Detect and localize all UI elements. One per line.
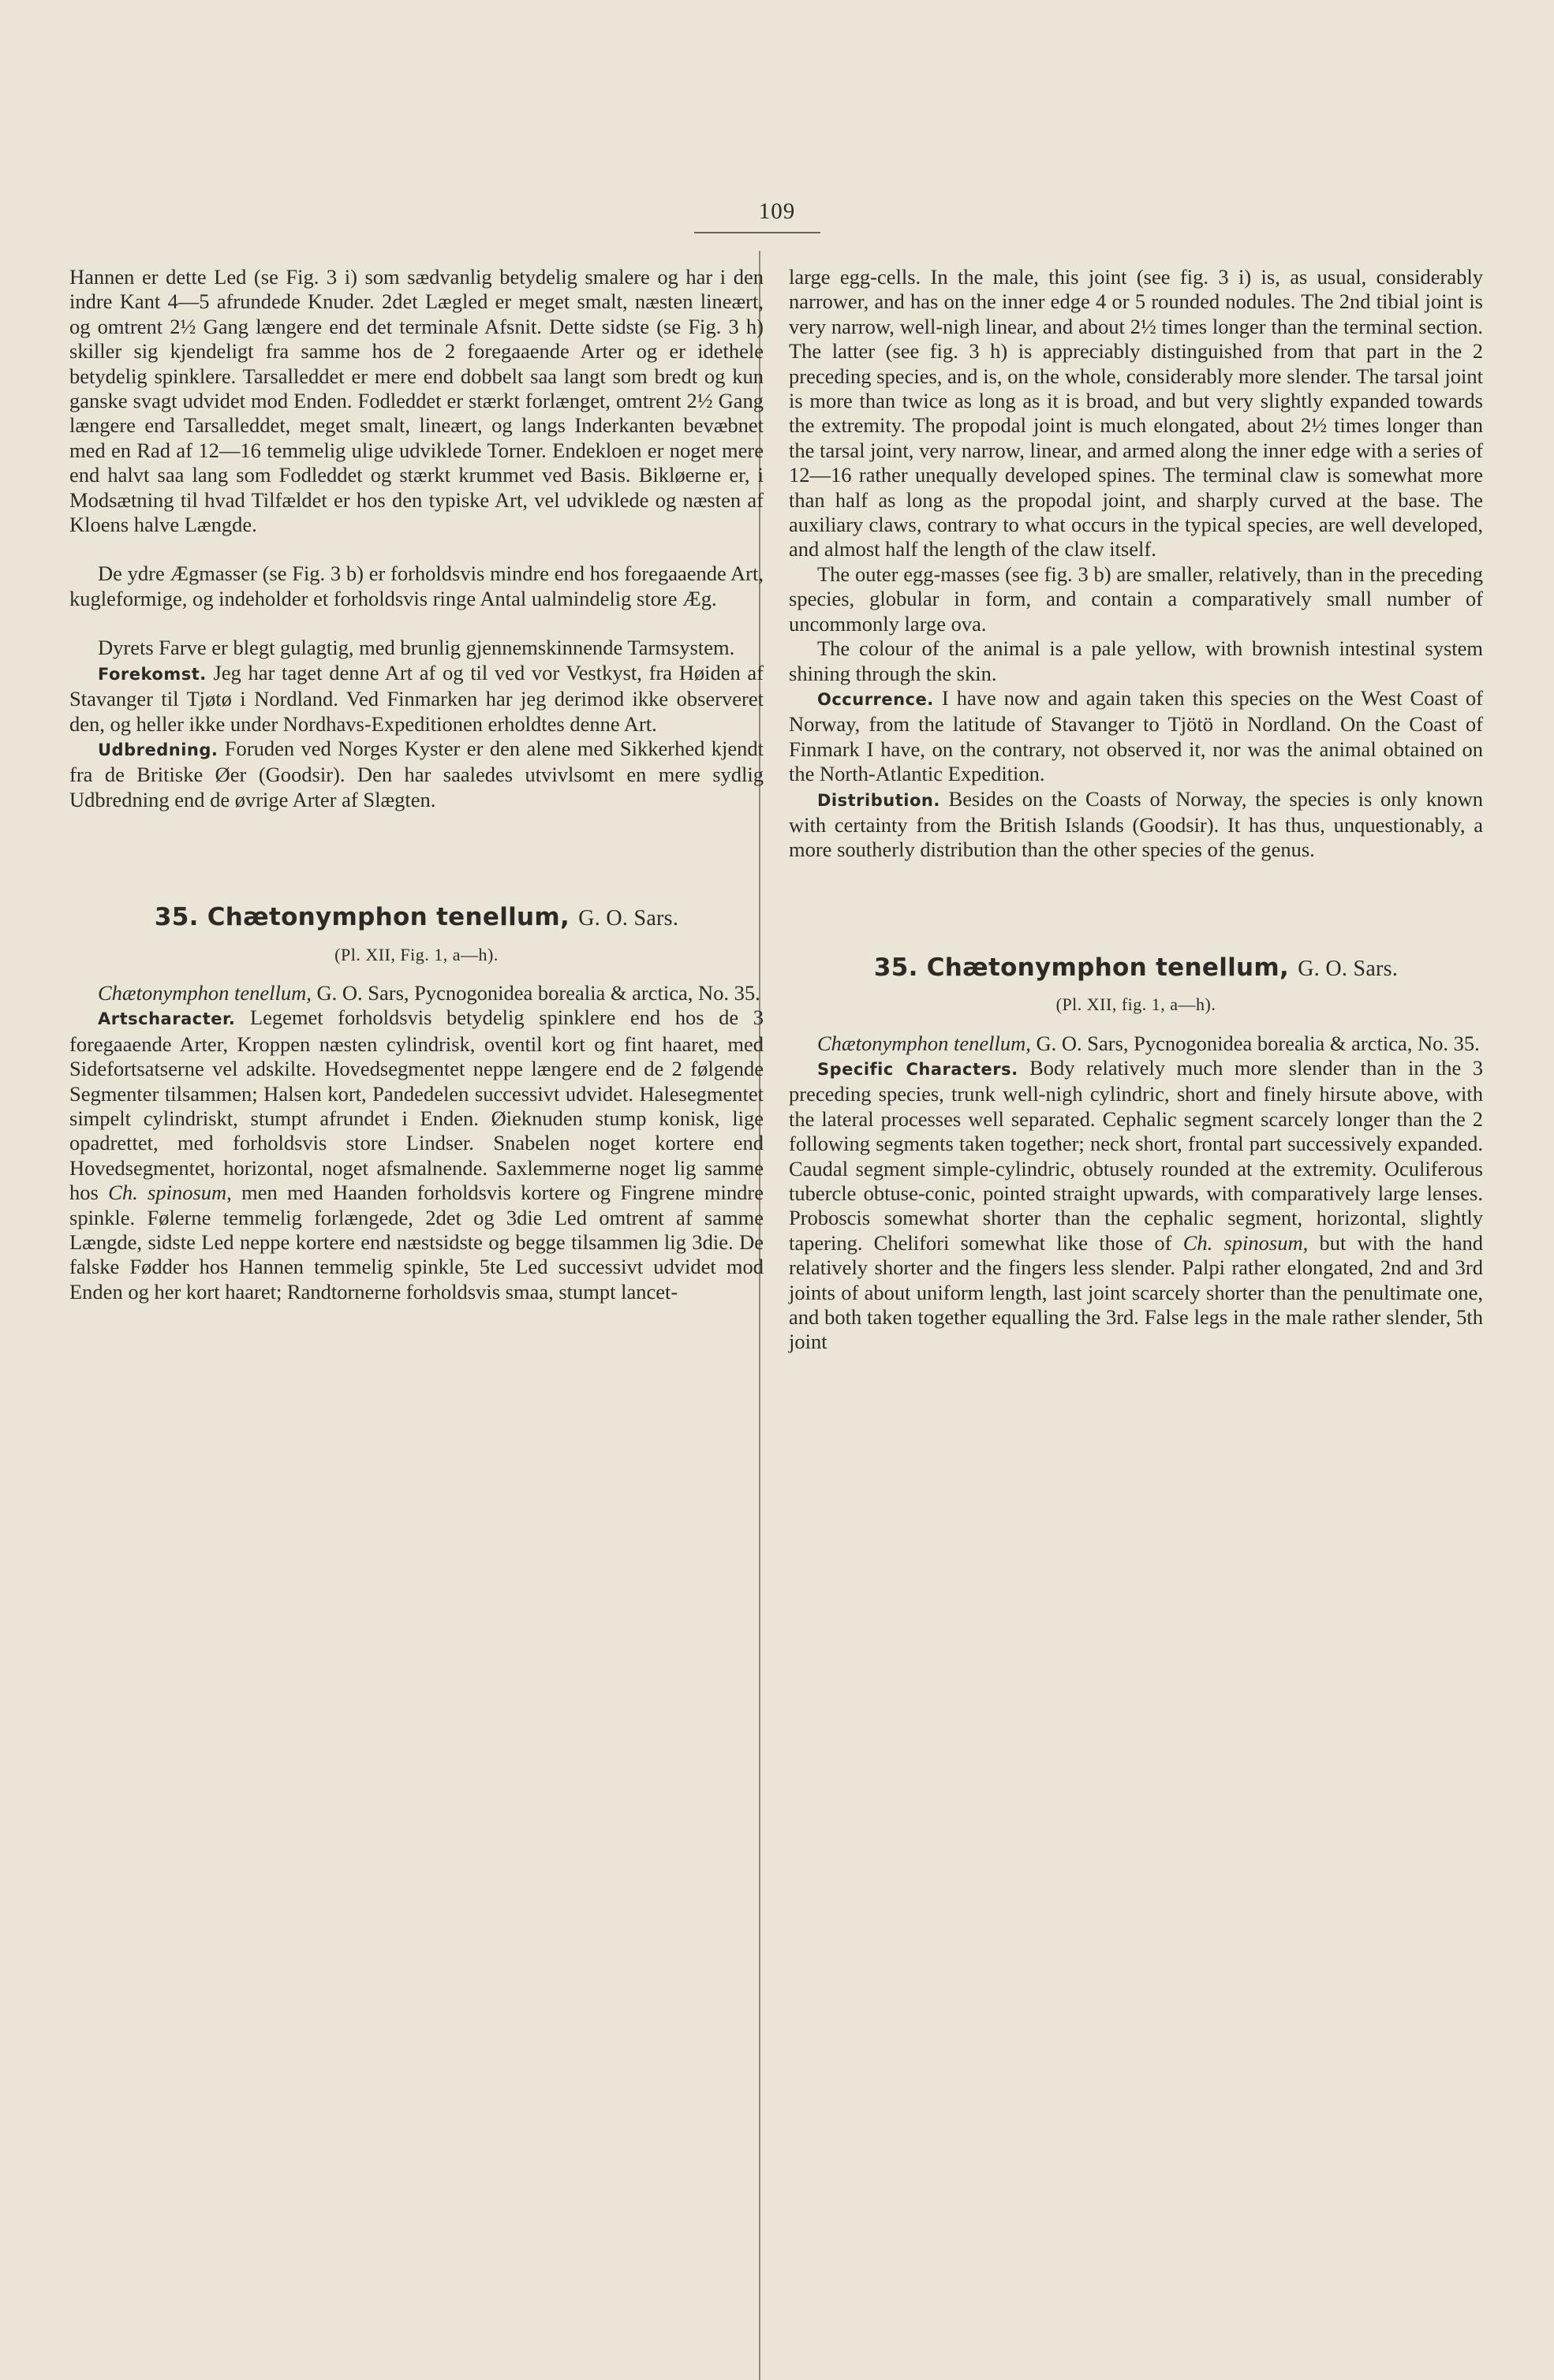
right-paragraph-3: The colour of the animal is a pale yellow, with brownish intestinal system shining through the skin. <box>789 636 1483 685</box>
artscharacter-italic: Ch. spinosum, <box>108 1181 232 1205</box>
left-artscharacter-paragraph <box>69 1005 764 1304</box>
right-distribution-paragraph <box>789 787 1483 863</box>
distribution-heading: Distribution. <box>817 790 940 810</box>
left-paragraph-2: De ydre Ægmasser (se Fig. 3 b) er forholdsvis mindre end hos foregaaende Art, kugleformige, og indeholder et forholdsvis ringe Antal ualmindelig store Æg. <box>69 561 764 610</box>
artscharacter-text-1: Legemet forholdsvis betydelig spinklere end hos de 3 foregaaende Arter, Kroppen næsten cylindrisk, oventil kort og fint haaret, med Sidefortsatserne vel adskilte. Hovedsegmentet neppe længere end de 2 følgende Segmenter tilsammen; Halsen kort, Pandedelen successivt udvidet. Halesegmentet simpelt cylindriskt, stumpt afrundet i Enden. Øieknuden stump konisk, lige opadrettet, med forholdsvis store Lindser. Snabelen noget kortere end Hovedsegmentet, horizontal, noget afsmalnende. Saxlemmerne noget lig samme hos <box>69 1005 764 1205</box>
right-occurrence-paragraph <box>789 686 1483 787</box>
left-column <box>69 265 764 1304</box>
left-species-name: Chætonymphon tenellum, <box>207 903 570 932</box>
specific-characters-heading: Specific Characters. <box>817 1059 1018 1079</box>
right-specific-characters-paragraph <box>789 1056 1483 1355</box>
distribution-text: Besides on the Coasts of Norway, the species is only known with certainty from the British Islands (Goodsir). It has thus, unquestionably, a more southerly distribution than the other species of the genus. <box>789 786 1483 862</box>
left-gap-2 <box>69 611 764 636</box>
left-section-gap <box>69 812 764 905</box>
udbredning-heading: Udbredning. <box>98 740 219 759</box>
occurrence-heading: Occurrence. <box>817 689 934 709</box>
artscharacter-heading: Artscharacter. <box>98 1009 236 1029</box>
right-species-author: G. O. Sars. <box>1298 956 1399 981</box>
right-paragraph-1: large egg-cells. In the male, this joint (see fig. 3 i) is, as usual, considerably narrower, and has on the inner edge 4 or 5 rounded nodules. The 2nd tibial joint is very narrow, well-nigh linear, and about 2½ times longer than the terminal section. The latter (see fig. 3 h) is appreciably distinguished from that part in the 2 preceding species, and is, on the whole, considerably more slender. The tarsal joint is more than twice as long as it is broad, and but very slightly expanded towards the extremity. The propodal joint is much elongated, about 2½ times longer than the tarsal joint, very narrow, linear, and armed along the inner edge with a series of 12—16 rather unequally developed spines. The terminal claw is somewhat more than half as long as the propodal joint, and sharply curved at the base. The auxiliary claws, contrary to what occurs in the typical species, are well developed, and almost half the length of the claw itself. <box>789 265 1483 561</box>
right-synonym-name: Chætonymphon tenellum, <box>817 1031 1031 1055</box>
right-plate-reference: (Pl. XII, fig. 1, a—h). <box>1055 994 1216 1015</box>
right-column <box>789 265 1483 1355</box>
left-paragraph-1: Hannen er dette Led (se Fig. 3 i) som sædvanlig betydelig smalere og har i den indre Kant 4—5 afrundede Knuder. 2det Lægled er meget smalt, næsten lineært, og omtrent 2½ Gang længere end det terminale Afsnit. Dette sidste (se Fig. 3 h) skiller sig kjendeligt fra samme hos de 2 foregaaende Arter og er idethele betydelig spinklere. Tarsalleddet er mere end dobbelt saa langt som bredt og kun ganske svagt udvidet mod Enden. Fodleddet er stærkt forlænget, omtrent 2½ Gang længere end Tarsalleddet, meget smalt, lineært, og langs Inderkanten bevæbnet med en Rad af 12—16 temmelig ulige udviklede Torner. Endekloen er noget mere end halvt saa lang som Fodleddet og stærkt krummet ved Basis. Bikløerne er, i Modsætning til hvad Tilfældet er hos den typiske Art, vel udviklede og næsten af Kloens halve Længde. <box>69 265 764 537</box>
left-forekomst-paragraph <box>69 661 764 737</box>
right-paragraph-2: The outer egg-masses (see fig. 3 b) are smaller, relatively, than in the preceding species, globular in form, and contain a comparatively small number of uncommonly large ova. <box>789 561 1483 636</box>
right-synonym-citation: G. O. Sars, Pycnogonidea borealia & arctica, No. 35. <box>1036 1031 1480 1055</box>
specific-characters-italic: Ch. spinosum, <box>1182 1230 1309 1255</box>
left-gap-1 <box>69 537 764 561</box>
left-plate-reference: (Pl. XII, Fig. 1, a—h). <box>334 944 499 964</box>
left-species-author: G. O. Sars. <box>578 906 679 931</box>
page-number-rule <box>694 232 820 233</box>
forekomst-text: Jeg har taget denne Art af og til ved vor Vestkyst, fra Høiden af Stavanger til Tjøtø i Nordland. Ved Finmarken har jeg derimod ikke observeret den, og heller ikke under Nordhavs-Expeditionen erholdtes denne Art. <box>69 660 764 736</box>
left-synonym <box>69 981 764 1005</box>
right-section-gap <box>789 863 1483 956</box>
left-synonym-name: Chætonymphon tenellum, <box>98 980 312 1005</box>
right-species-name: Chætonymphon tenellum, <box>926 953 1290 982</box>
right-species-title <box>789 953 1483 982</box>
right-species-number: 35. <box>873 953 918 982</box>
artscharacter-text-2: men med Haanden forholdsvis kortere og Fingrene mindre spinkle. Følerne temmelig forlængede, 2det og 3die Led omtrent af samme Længde, sidste Led neppe kortere end næstsidste og begge tilsammen lig 3die. De falske Fødder hos Hannen temmelig spinkle, 5te Led successivt udvidet mod Enden og her kort haaret; Randtornerne forholdsvis smaa, stumpt lancet- <box>69 1181 764 1304</box>
left-synonym-citation: G. O. Sars, Pycnogonidea borealia & arctica, No. 35. <box>316 980 760 1005</box>
left-species-title <box>69 905 764 931</box>
left-udbredning-paragraph <box>69 737 764 812</box>
specific-characters-text-2: but with the hand relatively shorter and the fingers less slender. Palpi rather elongated, 2nd and 3rd joints of about uniform length, last joint scarcely shorter than the penultimate one, and both taken together equalling the 3rd. False legs in the male rather slender, 5th joint <box>789 1230 1483 1354</box>
forekomst-heading: Forekomst. <box>98 664 207 684</box>
page-number: 109 <box>758 199 796 224</box>
right-synonym <box>789 1031 1483 1056</box>
udbredning-text: Foruden ved Norges Kyster er den alene med Sikkerhed kjendt fra de Britiske Øer (Goodsir). Den har saaledes utvivlsomt en mere sydlig Udbredning end de øvrige Arter af Slægten. <box>69 736 764 811</box>
specific-characters-text-1: Body relatively much more slender than in the 3 preceding species, trunk well-nigh cylindric, short and finely hirsute above, with the lateral processes well separated. Cephalic segment scarcely longer than the 2 following segments taken together; neck short, frontal part successively expanded. Caudal segment simple-cylindric, obtusely rounded at the extremity. Oculiferous tubercle obtuse-conic, pointed straight upwards, with comparatively large lenses. Proboscis somewhat shorter than the cephalic segment, horizontal, slightly tapering. Chelifori somewhat like those of <box>789 1055 1483 1255</box>
left-species-number: 35. <box>154 903 199 932</box>
left-paragraph-3: Dyrets Farve er blegt gulagtig, med brunlig gjennemskinnende Tarmsystem. <box>98 636 735 660</box>
occurrence-text: I have now and again taken this species on the West Coast of Norway, from the latitude of Stavanger to Tjötö in Nordland. On the Coast of Finmark I have, on the contrary, not observed it, nor was the animal obtained on the North-Atlantic Expedition. <box>789 685 1484 786</box>
